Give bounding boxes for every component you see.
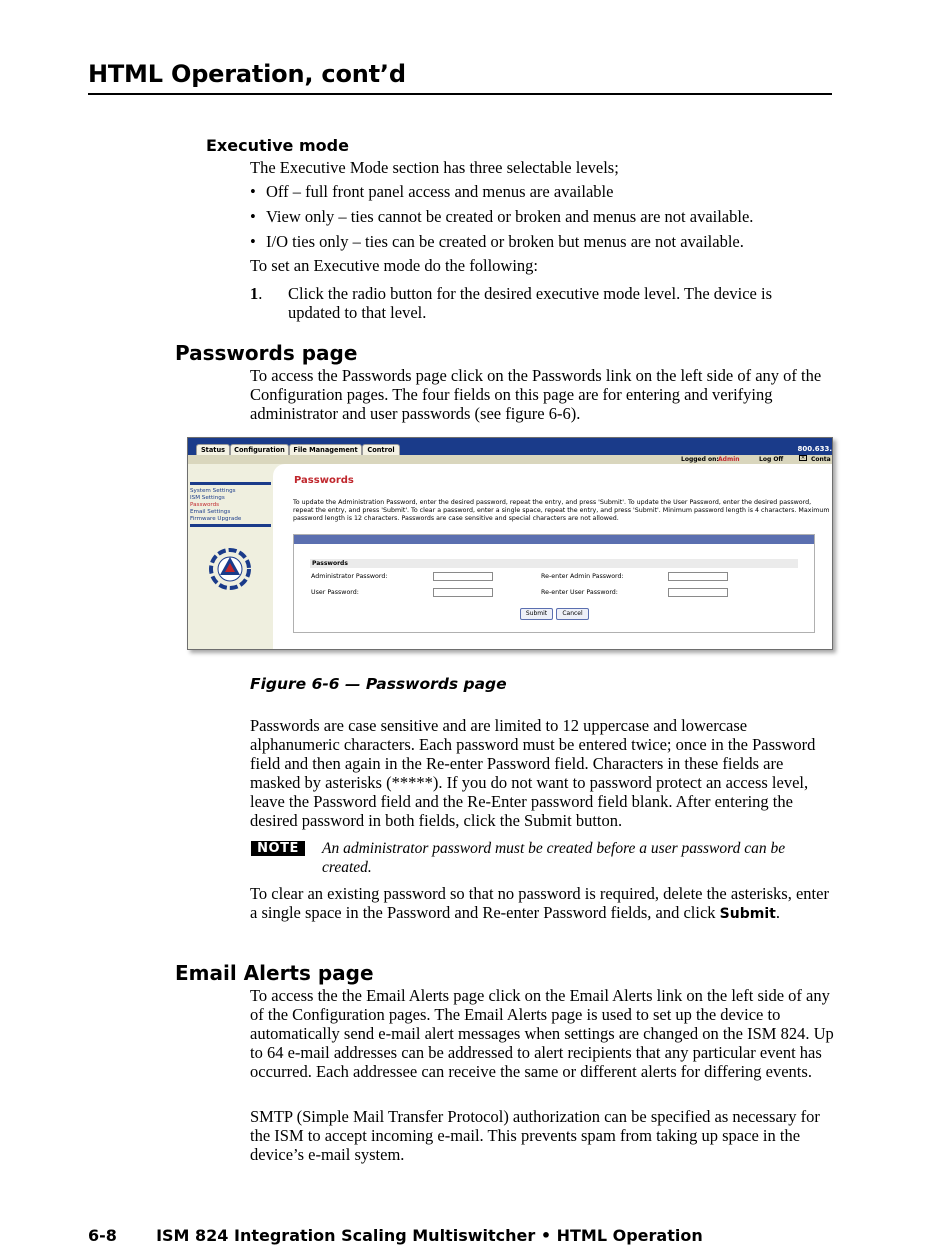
sidebar-item-ism-settings[interactable]: ISM Settings: [190, 495, 225, 501]
executive-intro: The Executive Mode section has three selectable levels;: [250, 158, 619, 177]
bullet-text: Off – full front panel access and menus are available: [266, 182, 614, 201]
admin-password-input[interactable]: [433, 572, 493, 581]
tab-status[interactable]: Status: [196, 444, 230, 456]
executive-bullet: • I/O ties only – ties can be created or broken but menus are not available.: [250, 232, 744, 251]
clear-password-text: To clear an existing password so that no password is required, delete the asterisks, enter a single space in the Password and Re-enter Password fields, and click Submit.: [250, 884, 829, 922]
page-header-title: HTML Operation, cont’d: [88, 60, 406, 88]
submit-keyword: Submit: [719, 906, 776, 922]
sidebar-item-system-settings[interactable]: System Settings: [190, 488, 236, 494]
email-alerts-para2: SMTP (Simple Mail Transfer Protocol) authorization can be specified as necessary for the ISM to accept incoming e-mail. This prevents spam from taking up space in the device’s e-mail system.: [250, 1107, 820, 1164]
sidebar: [188, 464, 273, 649]
submit-button[interactable]: Submit: [520, 608, 553, 620]
executive-mode-heading: Executive mode: [206, 136, 349, 155]
reenter-user-password-input[interactable]: [668, 588, 728, 597]
password-form: [293, 534, 815, 633]
content-panel: [273, 464, 832, 649]
page-number: 6-8: [88, 1226, 117, 1245]
reenter-admin-password-label: Re-enter Admin Password:: [541, 573, 624, 580]
executive-set-text: To set an Executive mode do the following:: [250, 256, 538, 275]
executive-bullet: • Off – full front panel access and menus are available: [250, 182, 614, 201]
passwords-screenshot: [187, 437, 833, 650]
login-bar: [188, 455, 832, 464]
extron-logo: [209, 548, 251, 590]
step-text: Click the radio button for the desired executive mode level. The device is updated to that level.: [288, 284, 772, 322]
note-badge: NOTE: [251, 841, 305, 856]
reenter-admin-password-input[interactable]: [668, 572, 728, 581]
page-footer: [88, 1226, 703, 1245]
passwords-heading: Passwords page: [175, 341, 358, 365]
cancel-button[interactable]: Cancel: [556, 608, 589, 620]
email-alerts-heading: Email Alerts page: [175, 961, 374, 985]
form-header-bar: [294, 535, 814, 544]
form-section-label: Passwords: [310, 559, 798, 568]
note-text: An administrator password must be created before a user password can be created.: [322, 840, 786, 876]
tab-control[interactable]: Control: [362, 444, 400, 456]
header-rule: [88, 93, 832, 95]
figure-caption: Figure 6-6 — Passwords page: [250, 675, 507, 693]
envelope-icon: ✕: [800, 455, 806, 461]
bullet-text: I/O ties only – ties can be created or broken but menus are not available.: [266, 232, 744, 251]
logged-on-user: Admin: [718, 456, 740, 463]
email-alerts-para1: To access the the Email Alerts page click on the Email Alerts link on the left side of any of the Configuration pages. The Email Alerts page is used to set up the device to automatically send e-mail alert messages when settings are changed on the ISM 824. Up to 64 e-mail addresses can be addressed to alert recipients that any particular event has occurred. Each addressee can receive the same or different alerts for differing events.: [250, 986, 834, 1081]
sidebar-rule: [190, 524, 271, 527]
screen-description: To update the Administration Password, enter the desired password, repeat the entry, and press 'Submit'. To update the User Password, enter the desired password, repeat the entry, and press 'Submit'. To clear a password, enter a single space, repeat the entry, and press 'Submit'. Minimum password length is 4 characters. Maximum password length is 12 characters. Passwords are case sensitive and special characters are not allowed.: [293, 499, 830, 522]
logged-on-label: Logged on:: [681, 456, 719, 463]
footer-title: ISM 824 Integration Scaling Multiswitcher • HTML Operation: [156, 1226, 703, 1245]
sidebar-item-passwords[interactable]: Passwords: [190, 502, 220, 508]
step-number: 1.: [250, 284, 263, 303]
passwords-intro: To access the Passwords page click on the Passwords link on the left side of any of the Configuration pages. The four fields on this page are for entering and verifying administrator and user passwords (see figure 6-6).: [250, 366, 822, 423]
sidebar-rule: [190, 482, 271, 485]
screen-page-title: Passwords: [294, 475, 354, 486]
tab-configuration[interactable]: Configuration: [230, 444, 289, 456]
sidebar-item-firmware-upgrade[interactable]: Firmware Upgrade: [190, 516, 242, 522]
tab-file-management[interactable]: File Management: [289, 444, 362, 456]
passwords-description: Passwords are case sensitive and are limited to 12 uppercase and lowercase alphanumeric characters. Each password must be entered twice; once in the Password field and then again in the Re-enter Password field. Characters in these fields are masked by asterisks (*****). If you do not want to password protect an access level, leave the Password field and the Re-Enter password field blank. After entering the desired password in both fields, click the Submit button.: [250, 716, 816, 830]
admin-password-label: Administrator Password:: [311, 573, 388, 580]
phone-number: 800.633.: [797, 445, 832, 453]
sidebar-item-email-settings[interactable]: Email Settings: [190, 509, 231, 515]
user-password-label: User Password:: [311, 589, 359, 596]
log-off-link[interactable]: Log Off: [759, 456, 784, 463]
bullet-text: View only – ties cannot be created or broken and menus are not available.: [266, 207, 754, 226]
contact-link[interactable]: Conta: [811, 456, 831, 463]
user-password-input[interactable]: [433, 588, 493, 597]
executive-bullet: • View only – ties cannot be created or broken and menus are not available.: [250, 207, 754, 226]
reenter-user-password-label: Re-enter User Password:: [541, 589, 618, 596]
